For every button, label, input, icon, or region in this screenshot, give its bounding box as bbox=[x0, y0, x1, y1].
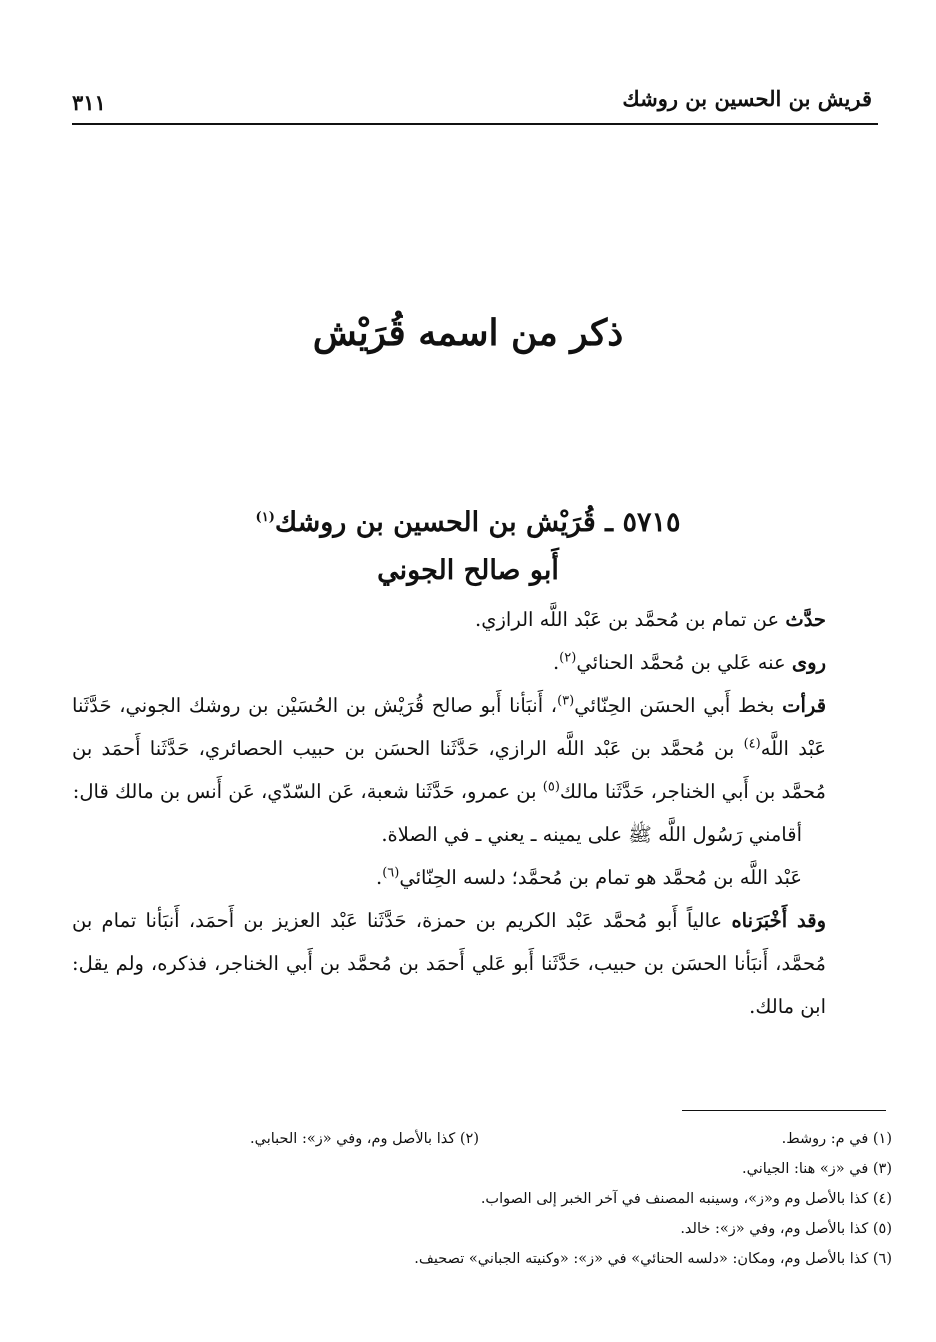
paragraph-text: بخط أَبي الحسَن الحِنّائي bbox=[574, 694, 783, 717]
paragraph-end: . bbox=[376, 866, 383, 889]
body-text bbox=[72, 598, 874, 1028]
keyword: قرأت bbox=[782, 694, 827, 717]
paragraph-text: عالياً أَبو مُحمَّد عَبْد الكريم بن حمزة، حَدَّثَنا عَبْد العزيز بن أَحمَد، أَنبَأنا تمام بن مُحمَّد، أَنبَأنا الحسَن بن حبيب، حَدَّثَنا أَبو عَلي أَحمَد بن مُحمَّد بن أَبي الخناجر، فذكره، ولم يقل: ابن مالك. bbox=[72, 909, 826, 1018]
paragraph-6 bbox=[72, 899, 874, 1028]
footnotes bbox=[60, 1124, 892, 1274]
footnote-ref-2: (٢) bbox=[559, 650, 577, 666]
footnote-ref-3: (٣) bbox=[557, 693, 575, 709]
entry-subtitle: أَبو صالح الجوني bbox=[377, 555, 559, 586]
paragraph-text: بن مُحمَّد بن عَبْد اللَّه الرازي، حَدَّثَنا الحسَن بن حبيب الحصائري، حَدَّثَنا أَحمَد بن مُحمَّد بن أَبي الخناجر، حَدَّثَنا مالك bbox=[72, 737, 826, 803]
footnote-5: (٥) كذا بالأصل وم، وفي «ز»: خالد. bbox=[680, 1221, 892, 1237]
keyword: روى bbox=[791, 651, 826, 674]
footnote-ref-4: (٤) bbox=[743, 736, 761, 752]
paragraph-5 bbox=[72, 856, 874, 899]
footnote-rule bbox=[682, 1110, 886, 1111]
keyword: وقد أَخْبَرَناه bbox=[731, 909, 826, 932]
paragraph-text: بن عمرو، حَدَّثَنا شعبة، عَن السّدّي، عَن أَنس بن مالك قال: bbox=[72, 780, 543, 803]
chapter-heading: ذكر من اسمه قُرَيْش bbox=[312, 312, 624, 354]
paragraph-text: عن تمام بن مُحمَّد بن عَبْد اللَّه الرازي. bbox=[475, 608, 786, 631]
footnote-ref-1: (١) bbox=[255, 510, 275, 525]
paragraph-text: ، أَنبَأنا أَبو صالح قُرَيْش بن الحُسَيْن بن روشك الجوني، حَدَّثَنا عَبْد اللَّه bbox=[72, 694, 826, 760]
footnote-3: (٣) في «ز» هنا: الجياني. bbox=[742, 1161, 892, 1177]
paragraph-text: عنه عَلي بن مُحمَّد الحنائي bbox=[576, 651, 792, 674]
footnote-ref-6: (٦) bbox=[382, 865, 400, 881]
entry-title bbox=[0, 507, 936, 538]
running-title: قريش بن الحسين بن روشك bbox=[622, 86, 872, 111]
footnote-1: (١) في م: روشط. bbox=[781, 1131, 892, 1147]
keyword: حدَّث bbox=[785, 608, 826, 631]
paragraph-text: عَبْد اللَّه بن مُحمَّد هو تمام بن مُحمَّد؛ دلسه الحِنّائي bbox=[399, 866, 802, 889]
page-number: ٣١١ bbox=[72, 90, 106, 115]
paragraph-3 bbox=[72, 684, 874, 813]
header-rule bbox=[72, 123, 878, 125]
footnote-6: (٦) كذا بالأصل وم، ومكان: «دلسه الحنائي» في «ز»: «وكنيته الجباني» تصحيف. bbox=[414, 1251, 892, 1267]
footnote-ref-5: (٥) bbox=[542, 779, 560, 795]
footnote-4: (٤) كذا بالأصل وم و«ز»، وسينبه المصنف في آخر الخبر إلى الصواب. bbox=[480, 1191, 892, 1207]
entry-title-text: ٥٧١٥ ـ قُرَيْش بن الحسين بن روشك bbox=[274, 507, 681, 538]
paragraph-2 bbox=[72, 641, 874, 684]
paragraph-end: . bbox=[552, 651, 560, 674]
footnote-2: (٢) كذا بالأصل وم، وفي «ز»: الحبابي. bbox=[250, 1131, 479, 1147]
footnote-row bbox=[60, 1124, 892, 1154]
paragraph-4: أقامني رَسُول اللَّه ﷺ على يمينه ـ يعني ـ في الصلاة. bbox=[381, 823, 802, 846]
paragraph-1 bbox=[72, 598, 874, 641]
